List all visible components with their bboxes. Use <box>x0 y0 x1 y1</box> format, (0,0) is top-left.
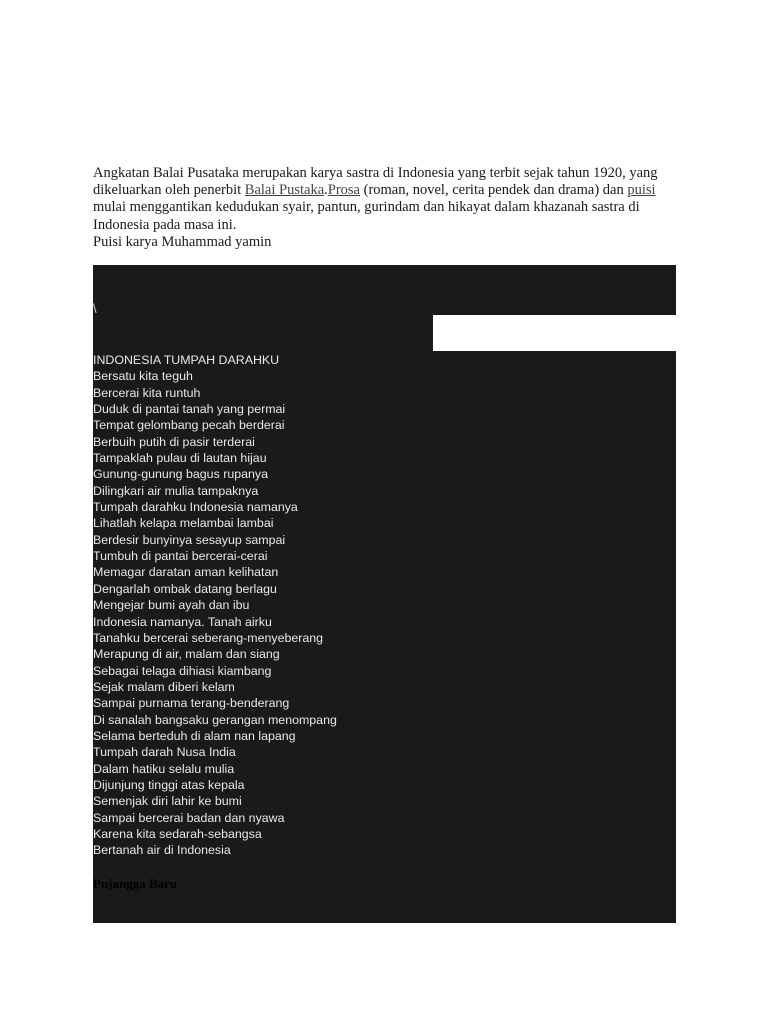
poem-line: Dengarlah ombak datang berlagu <box>93 581 277 596</box>
intro-separator: . <box>324 182 328 199</box>
poem-line: Gunung-gunung bagus rupanya <box>93 467 268 482</box>
poem-line: Berdesir bunyinya sesayup sampai <box>93 532 286 547</box>
intro-paragraph <box>93 165 683 234</box>
poem-line: Karena kita sedarah-sebangsa <box>93 826 262 841</box>
poem-line: Tumpah darahku Indonesia namanya <box>93 500 298 515</box>
poem-line: Tumpah darah Nusa India <box>93 745 236 760</box>
section-heading: Pujangga Baru <box>93 876 178 891</box>
poem-line: Dalam hatiku selalu mulia <box>93 761 235 776</box>
poem-line: Sejak malam diberi kelam <box>93 679 235 694</box>
poem-line: Semenjak diri lahir ke bumi <box>93 794 242 809</box>
poem-line: Bercerai kita runtuh <box>93 385 201 400</box>
backslash-mark: \ <box>93 301 97 316</box>
poem-title: INDONESIA TUMPAH DARAHKU <box>93 353 280 367</box>
puisi-link[interactable]: puisi <box>627 182 656 199</box>
poem-line: Bersatu kita teguh <box>93 369 193 384</box>
poem-line: Tanahku bercerai seberang-menyeberang <box>93 630 324 645</box>
intro-text-part: Angkatan Balai Pusataka merupakan karya sastra di Indonesia yang terbit sejak tahun 1920, yang dikeluarkan oleh penerbit <box>93 165 658 199</box>
intro-text-part: mulai menggantikan kedudukan syair, pantun, gurindam dan hikayat dalam khazanah sastra di Indonesia pada masa ini. <box>93 199 640 233</box>
poem-line: Dijunjung tinggi atas kepala <box>93 777 245 792</box>
poem-line: Sampai purnama terang-benderang <box>93 696 290 711</box>
poem <box>93 352 337 859</box>
poem-line: Bertanah air di Indonesia <box>93 843 231 858</box>
poem-line: Berbuih putih di pasir terderai <box>93 434 255 449</box>
poem-line: Tumbuh di pantai bercerai-cerai <box>93 549 268 564</box>
poem-line: Lihatlah kelapa melambai lambai <box>93 516 274 531</box>
poem-line: Sebagai telaga dihiasi kiambang <box>93 663 272 678</box>
poem-line: Dilingkari air mulia tampaknya <box>93 483 259 498</box>
poem-line: Selama berteduh di alam nan lapang <box>93 728 296 743</box>
prosa-link[interactable]: Prosa <box>327 182 360 199</box>
poem-line: Indonesia namanya. Tanah airku <box>93 614 272 629</box>
poem-line: Di sanalah bangsaku gerangan menompang <box>93 712 337 727</box>
poem-line: Tempat gelombang pecah berderai <box>93 418 285 433</box>
poem-block <box>93 265 676 923</box>
poem-caption: Puisi karya Muhammad yamin <box>93 233 272 250</box>
poem-line: Merapung di air, malam dan siang <box>93 647 280 662</box>
poem-line: Sampai bercerai badan dan nyawa <box>93 810 285 825</box>
poem-line: Mengejar bumi ayah dan ibu <box>93 598 250 613</box>
poem-line: Tampaklah pulau di lautan hijau <box>93 451 267 466</box>
poem-line: Memagar daratan aman kelihatan <box>93 565 279 580</box>
poem-line: Duduk di pantai tanah yang permai <box>93 402 286 417</box>
white-notch <box>433 315 676 351</box>
intro-text <box>93 165 683 251</box>
intro-text-part: (roman, novel, cerita pendek dan drama) dan <box>360 182 628 199</box>
balai-pustaka-link[interactable]: Balai Pustaka <box>244 182 325 199</box>
